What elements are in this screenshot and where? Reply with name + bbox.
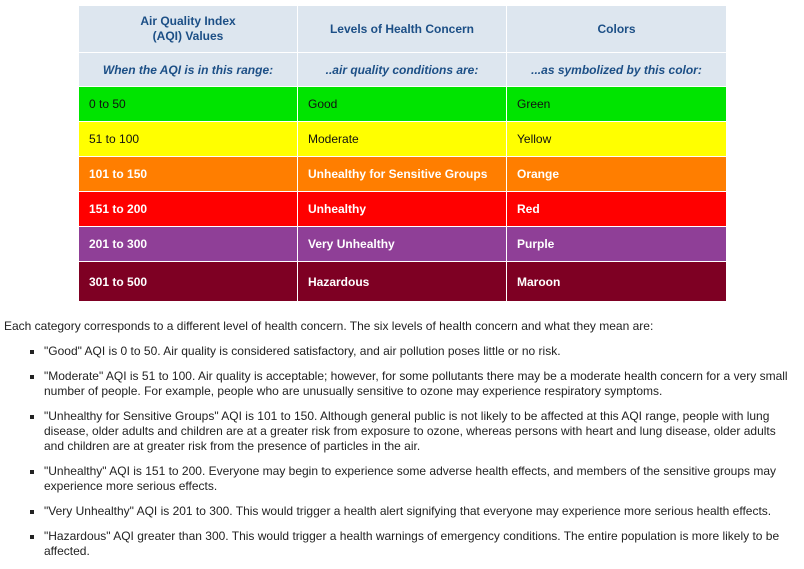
aqi-range-cell: 101 to 150 [79,157,298,192]
aqi-range-cell: 301 to 500 [79,262,298,302]
color-name-cell: Green [507,87,727,122]
color-name-cell: Orange [507,157,727,192]
aqi-range-cell: 51 to 100 [79,122,298,157]
aqi-range-cell: 0 to 50 [79,87,298,122]
table-subheader-row [79,53,727,87]
table-row-hazardous [79,262,727,302]
subheader-range: When the AQI is in this range: [79,53,298,87]
list-item-good: "Good" AQI is 0 to 50. Air quality is considered satisfactory, and air pollution poses little or no risk. [44,344,800,359]
subheader-conditions: ..air quality conditions are: [298,53,507,87]
subheader-color: ...as symbolized by this color: [507,53,727,87]
color-name-cell: Red [507,192,727,227]
aqi-range-cell: 201 to 300 [79,227,298,262]
table-row-good [79,87,727,122]
color-name-cell: Maroon [507,262,727,302]
health-level-cell: Moderate [298,122,507,157]
table-row-very-unhealthy [79,227,727,262]
health-level-cell: Unhealthy [298,192,507,227]
health-level-cell: Good [298,87,507,122]
list-item-moderate: "Moderate" AQI is 51 to 100. Air quality is acceptable; however, for some pollutants there may be a moderate health concern for a very small number of people. For example, people who are unusually sensitive to ozone may experience respiratory symptoms. [44,369,800,399]
health-level-cell: Hazardous [298,262,507,302]
health-level-cell: Very Unhealthy [298,227,507,262]
aqi-range-cell: 151 to 200 [79,192,298,227]
intro-paragraph: Each category corresponds to a different level of health concern. The six levels of health concern and what they mean are: [4,319,654,333]
list-item-very-unhealthy: "Very Unhealthy" AQI is 201 to 300. This would trigger a health alert signifying that everyone may experience more serious health effects. [44,504,800,519]
list-item-hazardous: "Hazardous" AQI greater than 300. This would trigger a health warnings of emergency conditions. The entire population is more likely to be affected. [44,529,800,559]
table-row-moderate [79,122,727,157]
aqi-table [78,5,727,302]
list-item-sensitive: "Unhealthy for Sensitive Groups" AQI is 101 to 150. Although general public is not likely to be affected at this AQI range, people with lung disease, older adults and children are at a greater risk from exposure to ozone, whereas persons with heart and lung disease, older adults and children are at greater risk from the presence of particles in the air. [44,409,800,454]
table-header-row [79,6,727,53]
table-row-unhealthy [79,192,727,227]
header-aqi-values [79,6,298,53]
list-item-unhealthy: "Unhealthy" AQI is 151 to 200. Everyone may begin to experience some adverse health effects, and members of the sensitive groups may experience more serious effects. [44,464,800,494]
health-concern-list [0,344,800,569]
header-aqi-line1: Air Quality Index [140,14,236,28]
color-name-cell: Purple [507,227,727,262]
header-colors: Colors [507,6,727,53]
header-aqi-line2: (AQI) Values [152,29,224,43]
header-health-concern: Levels of Health Concern [298,6,507,53]
health-level-cell: Unhealthy for Sensitive Groups [298,157,507,192]
table-row-sensitive [79,157,727,192]
color-name-cell: Yellow [507,122,727,157]
